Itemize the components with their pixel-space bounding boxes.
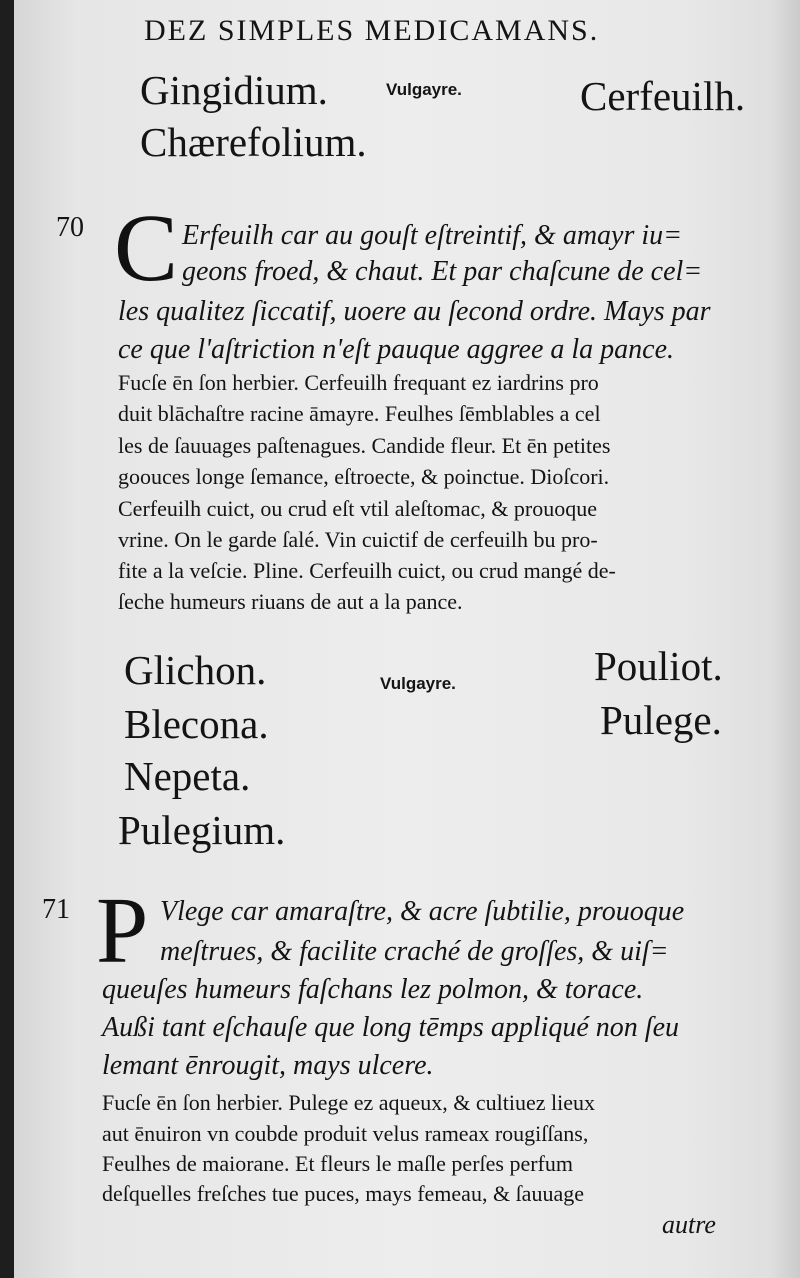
text-line: lemant ēnrougit, mays ulcere. bbox=[102, 1050, 434, 1081]
vulgar-label: Vulgayre. bbox=[380, 674, 456, 693]
entry-number: 70 bbox=[56, 212, 84, 243]
text-line: fite a la veſcie. Pline. Cerfeuilh cuict, ou crud mangé de- bbox=[118, 558, 616, 583]
text-line: aut ēnuiron vn coubde produit velus rameax rougiſſans, bbox=[102, 1121, 589, 1146]
text-line: meſtrues, & facilite craché de groſſes, & uiſ= bbox=[160, 936, 669, 967]
text-line: Feulhes de maiorane. Et fleurs le maſle perſes perfum bbox=[102, 1151, 573, 1176]
text-line: deſquelles freſches tue puces, mays femeau, & ſauuage bbox=[102, 1181, 584, 1206]
headword-cerfeuilh: Cerfeuilh. bbox=[580, 73, 746, 119]
text-line: ſeche humeurs riuans de aut a la pance. bbox=[118, 589, 463, 614]
text-line: geons froed, & chaut. Et par chaſcune de cel= bbox=[182, 256, 703, 287]
running-header: DEZ SIMPLES MEDICAMANS. bbox=[144, 14, 600, 47]
text-line: Fucſe ēn ſon herbier. Cerfeuilh frequant ez iardrins pro bbox=[118, 370, 599, 395]
headword-pulegium: Pulegium. bbox=[118, 807, 286, 853]
headword-chaerefolium: Chærefolium. bbox=[140, 119, 367, 165]
text-line: les de ſauuages paſtenagues. Candide fleur. Et ēn petites bbox=[118, 433, 611, 458]
headword-gingidium: Gingidium. bbox=[140, 67, 328, 113]
headword-pulege: Pulege. bbox=[600, 697, 722, 743]
headword-blecona: Blecona. bbox=[124, 701, 269, 747]
headword-nepeta: Nepeta. bbox=[124, 753, 251, 799]
headword-pouliot: Pouliot. bbox=[594, 643, 723, 689]
entry-number: 71 bbox=[42, 894, 70, 925]
catchword: autre bbox=[662, 1210, 716, 1239]
book-page bbox=[14, 0, 800, 1278]
text-line: Fucſe ēn ſon herbier. Pulege ez aqueux, & cultiuez lieux bbox=[102, 1090, 596, 1115]
text-line: goouces longe ſemance, eſtroecte, & poinctue. Dioſcori. bbox=[118, 464, 610, 489]
text-line: Außi tant eſchauſe que long tēmps appliqué non ſeu bbox=[102, 1012, 680, 1043]
page-shadow bbox=[770, 0, 800, 1278]
text-line: duit blāchaſtre racine āmayre. Feulhes ſēmblables a cel bbox=[118, 401, 601, 426]
drop-cap: P bbox=[96, 879, 149, 983]
text-line: les qualitez ſiccatif, uoere au ſecond ordre. Mays par bbox=[118, 296, 711, 327]
text-line: ce que l'aſtriction n'eſt pauque aggree a la pance. bbox=[118, 334, 675, 365]
vulgar-label: Vulgayre. bbox=[386, 80, 462, 99]
text-line: Cerfeuilh cuict, ou crud eſt vtil aleſtomac, & prouoque bbox=[118, 496, 597, 521]
headword-glichon: Glichon. bbox=[124, 647, 267, 693]
drop-cap: C bbox=[114, 194, 179, 301]
scan-edge-left bbox=[0, 0, 14, 1278]
text-line: Erfeuilh car au gouſt eſtreintif, & amayr iu= bbox=[182, 220, 683, 251]
text-line: Vlege car amaraſtre, & acre ſubtilie, prouoque bbox=[160, 896, 685, 927]
text-line: vrine. On le garde ſalé. Vin cuictif de cerfeuilh bu pro- bbox=[118, 527, 598, 552]
text-line: queuſes humeurs faſchans lez polmon, & torace. bbox=[102, 974, 644, 1005]
